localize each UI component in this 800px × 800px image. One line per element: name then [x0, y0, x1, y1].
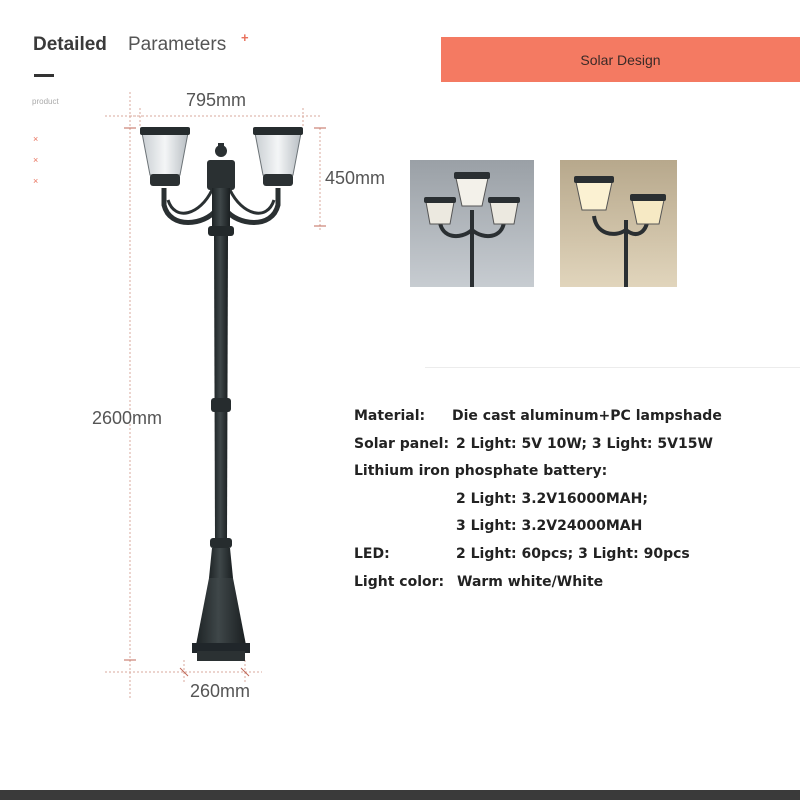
spec-battery-line2: 3 Light: 3.2V24000MAH: [456, 518, 643, 534]
spec-battery-line1: 2 Light: 3.2V16000MAH;: [456, 491, 648, 507]
bottom-bar: [0, 790, 800, 800]
section-divider: [425, 367, 800, 368]
solar-design-banner: Solar Design: [441, 37, 800, 82]
side-mark: ×: [33, 134, 39, 144]
title-bold: Detailed: [33, 34, 107, 55]
spec-material-value: Die cast aluminum+PC lampshade: [452, 408, 722, 424]
spec-solar-panel-value: 2 Light: 5V 10W; 3 Light: 5V15W: [456, 436, 713, 452]
dimension-width: 795mm: [186, 90, 247, 110]
dimension-head-height: 450mm: [325, 168, 386, 188]
spec-light-color-label: Light color:: [354, 574, 445, 590]
photo-warm-light: [560, 160, 677, 287]
spec-led-label: LED:: [354, 546, 390, 562]
spec-material-label: Material:: [354, 408, 426, 424]
spec-battery-label: Lithium iron phosphate battery:: [354, 463, 608, 479]
photo-white-light: [410, 160, 534, 287]
lamp-head-right: [253, 127, 303, 186]
side-mark: ×: [33, 155, 39, 165]
spec-solar-panel-label: Solar panel:: [354, 436, 450, 452]
dimension-total-height: 2600mm: [92, 408, 163, 428]
lamp-head-left: [140, 127, 190, 186]
subtitle: product: [32, 97, 59, 106]
dimension-base-width: 260mm: [190, 681, 251, 701]
title-light: Parameters: [128, 34, 227, 55]
title-plus: +: [241, 30, 249, 45]
finial-box: [207, 160, 235, 190]
side-mark: ×: [33, 176, 39, 186]
spec-light-color-value: Warm white/White: [457, 574, 604, 590]
spec-led-value: 2 Light: 60pcs; 3 Light: 90pcs: [456, 546, 690, 562]
